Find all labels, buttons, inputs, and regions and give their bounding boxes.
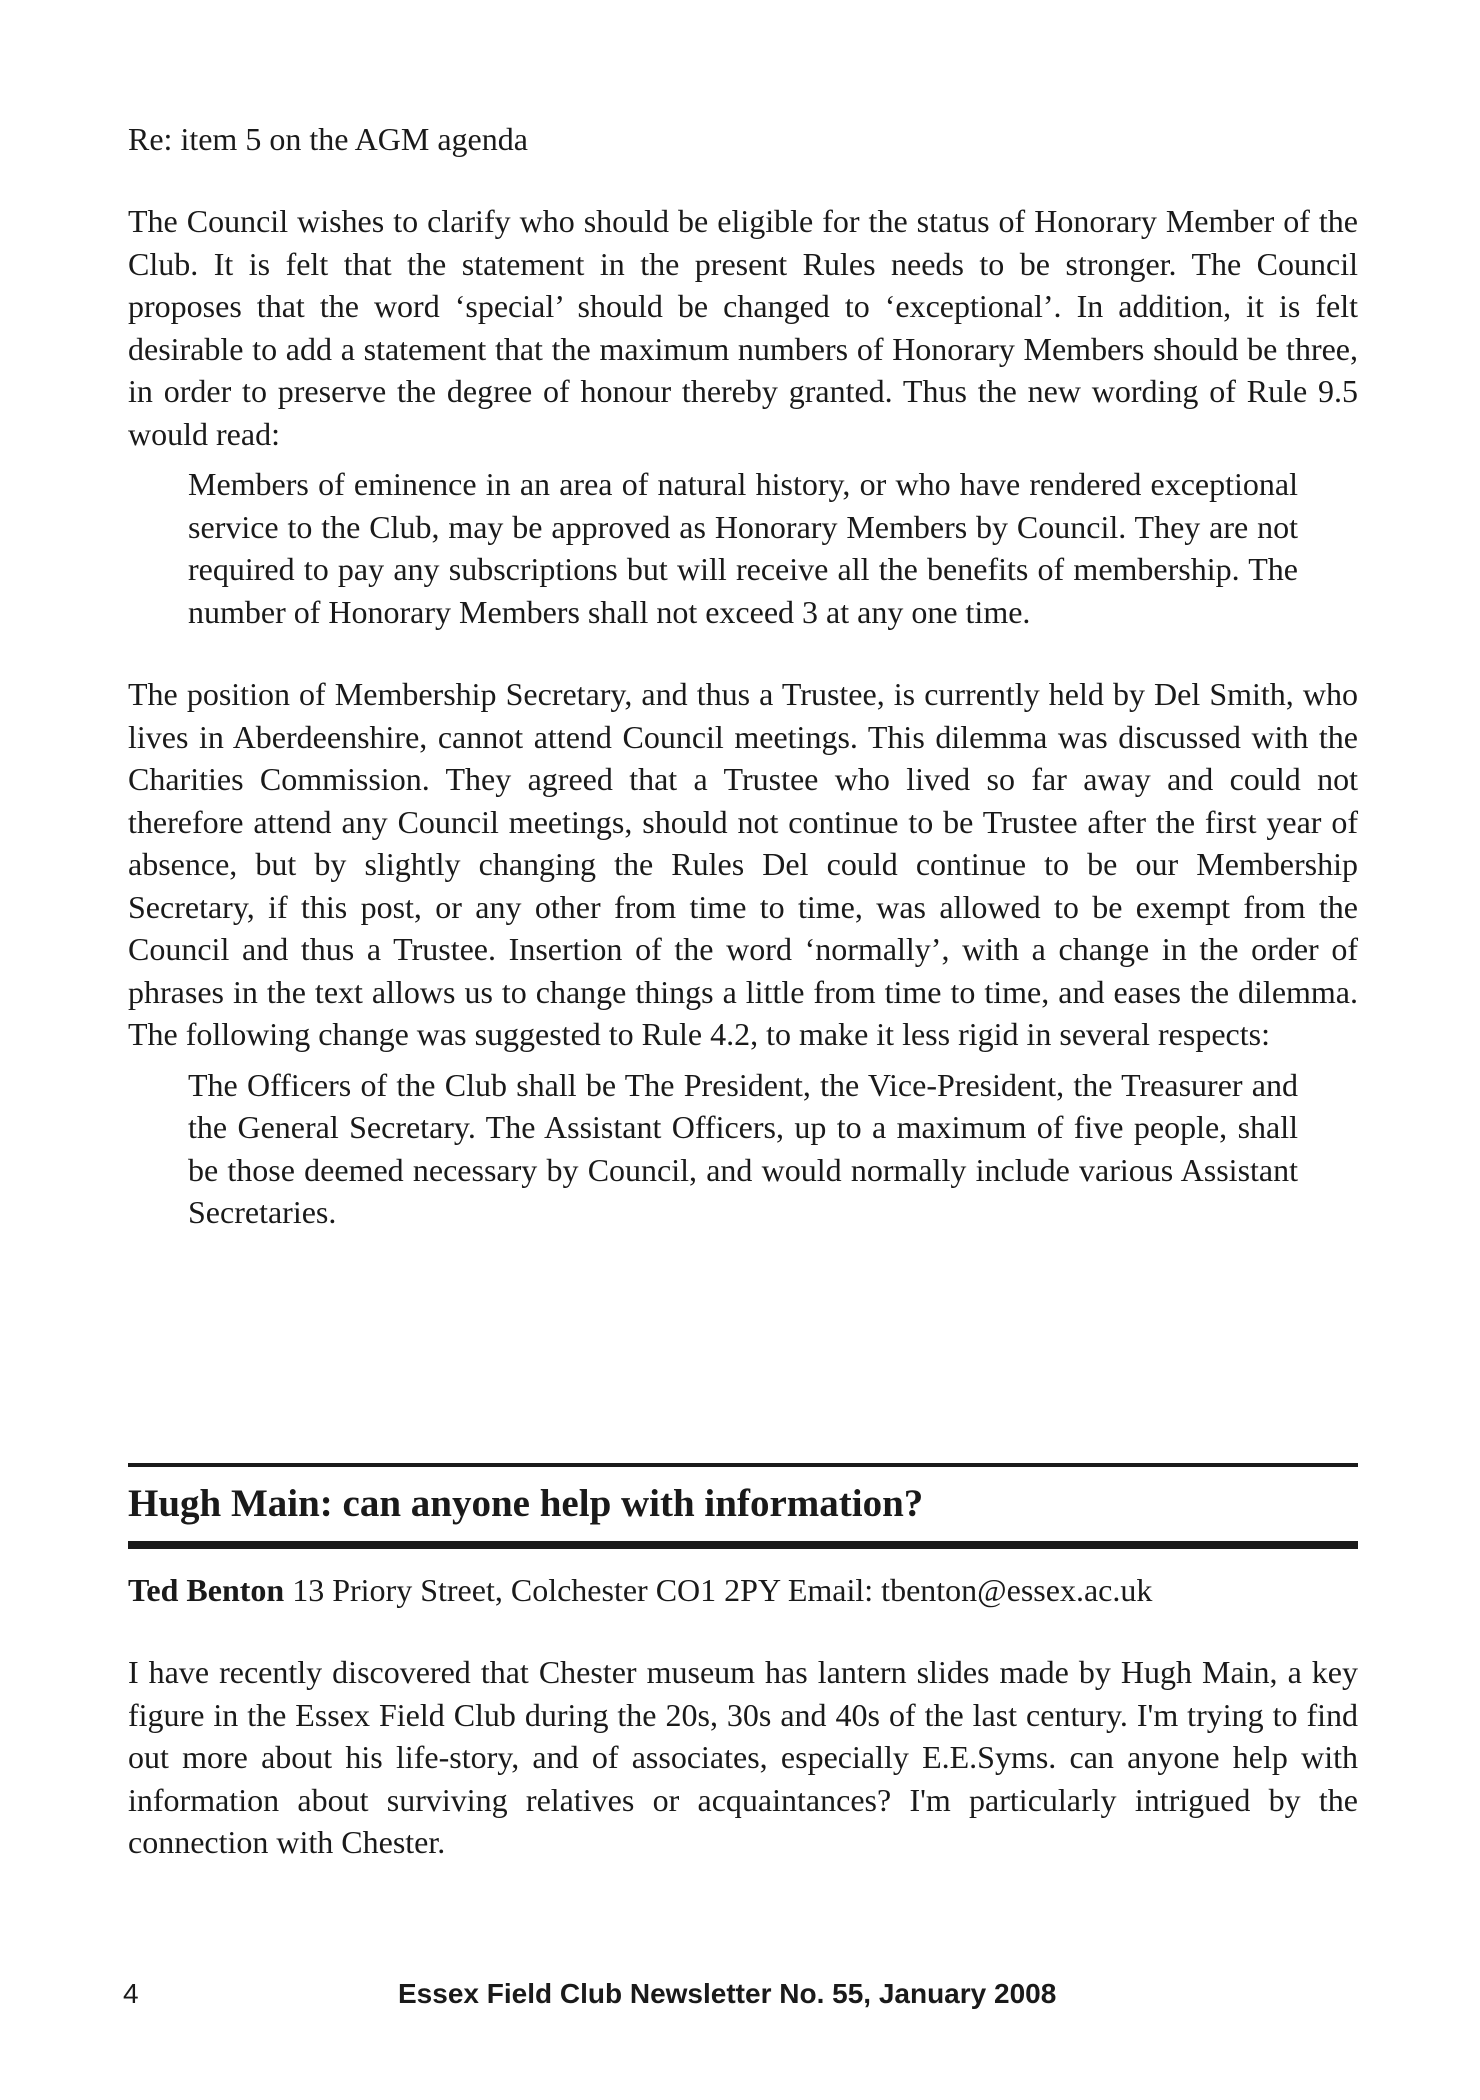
author-contact: 13 Priory Street, Colchester CO1 2PY Email: tbenton@essex.ac.uk — [284, 1572, 1153, 1608]
rule-4-2-quote: The Officers of the Club shall be The President, the Vice-President, the Treasurer and the General Secretary. The Assistant Officers, up to a maximum of five people, shall be those deemed necessary by Council, and would normally include various Assistant Secretaries. — [188, 1066, 1298, 1230]
article-byline — [128, 1569, 1358, 1611]
rule-9-5-quote: Members of eminence in an area of natural history, or who have rendered exceptional service to the Club, may be approved as Honorary Members by Council. They are not required to pay any subscriptions but will receive all the benefits of membership. The number of Honorary Members shall not exceed 3 at any one time. — [188, 466, 1298, 630]
agm-section — [128, 118, 1358, 1234]
section-divider-top — [128, 1463, 1358, 1467]
page-footer — [123, 1974, 1358, 2014]
agenda-reference: Re: item 5 on the AGM agenda — [128, 121, 528, 157]
article-title: Hugh Main: can anyone help with information? — [128, 1482, 924, 1525]
publication-title: Essex Field Club Newsletter No. 55, January 2008 — [398, 1978, 1057, 2009]
hugh-main-article — [128, 1463, 1358, 1864]
section-divider-bottom — [128, 1541, 1358, 1549]
page-number: 4 — [123, 1978, 139, 2009]
honorary-member-paragraph: The Council wishes to clarify who should be eligible for the status of Honorary Member of the Club. It is felt that the statement in the present Rules needs to be stronger. The Council proposes that the word ‘special’ should be changed to ‘exceptional’. In addition, it is felt desirable to add a statement that the maximum numbers of Honorary Members should be three, in order to preserve the degree of honour thereby granted. Thus the new wording of Rule 9.5 would read: — [128, 203, 1358, 452]
article-body: I have recently discovered that Chester museum has lantern slides made by Hugh Main, a key figure in the Essex Field Club during the 20s, 30s and 40s of the last century. I'm trying to find out more about his life-story, and of associates, especially E.E.Syms. can anyone help with information about surviving relatives or acquaintances? I'm particularly intrigued by the connection with Chester. — [128, 1654, 1358, 1860]
author-name: Ted Benton — [128, 1572, 285, 1608]
membership-secretary-paragraph: The position of Membership Secretary, and thus a Trustee, is currently held by Del Smith, who lives in Aberdeenshire, cannot attend Council meetings. This dilemma was discussed with the Charities Commission. They agreed that a Trustee who lived so far away and could not therefore attend any Council meetings, should not continue to be Trustee after the first year of absence, but by slightly changing the Rules Del could continue to be our Membership Secretary, if this post, or any other from time to time, was allowed to be exempt from the Council and thus a Trustee. Insertion of the word ‘normally’, with a change in the order of phrases in the text allows us to change things a little from time to time, and eases the dilemma. The following change was suggested to Rule 4.2, to make it less rigid in several respects: — [128, 676, 1358, 1052]
